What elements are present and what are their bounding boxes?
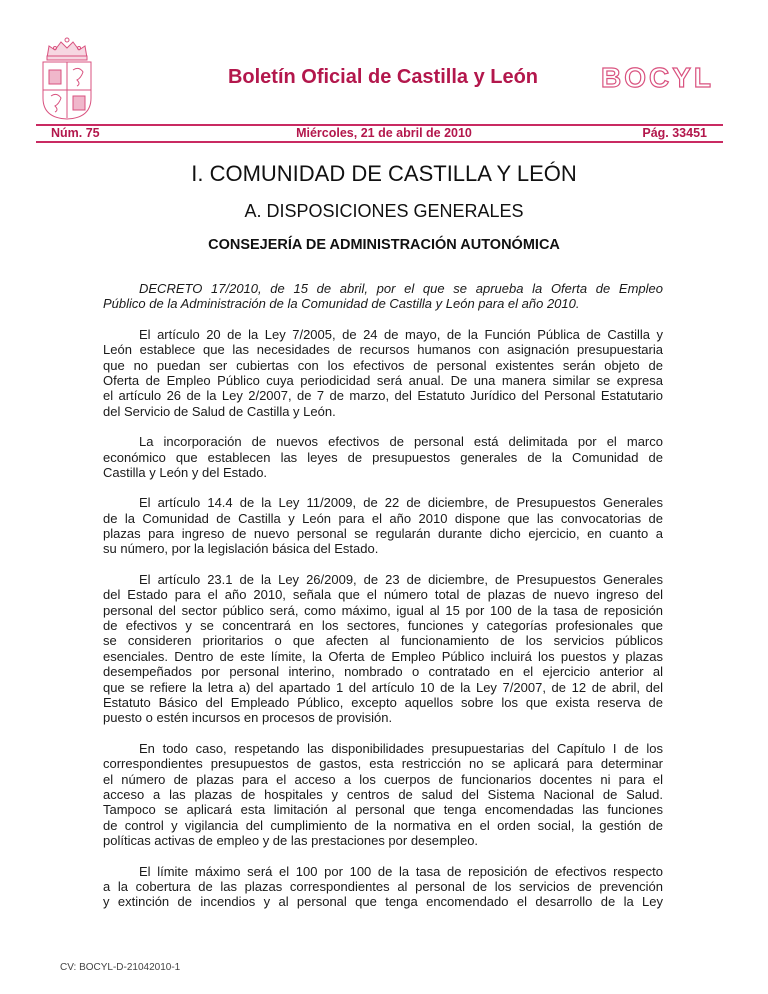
coat-of-arms-icon — [39, 36, 95, 120]
body-paragraph — [103, 572, 663, 726]
header-rule-bottom — [36, 141, 723, 143]
text-line: El artículo 20 de la Ley 7/2005, de 24 de mayo, de la Función Pública de Castilla y — [139, 326, 663, 342]
issue-number: Núm. 75 — [51, 126, 100, 140]
section-heading: I. COMUNIDAD DE CASTILLA Y LEÓN — [191, 161, 577, 186]
text-line: Oferta de Empleo Público cuya periodicidad será anual. De una manera similar se expresa — [103, 372, 663, 388]
text-line: personal del sector público será, como máximo, igual al 15 por 100 de la tasa de reposición — [103, 602, 663, 618]
text-line: puesto o estén incursos en procesos de provisión. — [103, 710, 393, 726]
text-line: del Servicio de Salud de Castilla y León. — [103, 403, 336, 419]
body-paragraph — [103, 741, 663, 849]
text-line: su número, por la legislación básica del Estado. — [103, 541, 379, 557]
text-line: esenciales. Dentro de este límite, la Oferta de Empleo Público incluirá los puestos y plazas — [103, 648, 663, 664]
text-line: El artículo 23.1 de la Ley 26/2009, de 23 de diciembre, de Presupuestos Generales — [139, 571, 663, 587]
text-line: económico que establecen las leyes de presupuestos generales de la Comunidad de — [103, 449, 663, 465]
text-line: acceso a las plazas de hospitales y centros de salud del Sistema Nacional de Salud. — [103, 786, 663, 802]
document-body — [103, 281, 663, 925]
text-line: Público de la Administración de la Comunidad de Castilla y León para el año 2010. — [103, 296, 580, 312]
text-line: DECRETO 17/2010, de 15 de abril, por el que se aprueba la Oferta de Empleo — [139, 281, 663, 296]
text-line: En todo caso, respetando las disponibilidades presupuestarias del Capítulo I de los — [139, 740, 663, 756]
page-number: Pág. 33451 — [642, 126, 707, 140]
text-line: que no puedan ser cubiertas con los efectivos de personal existentes serán objeto de — [103, 357, 663, 373]
decree-title — [103, 281, 663, 312]
subsection-heading: A. DISPOSICIONES GENERALES — [244, 201, 524, 221]
text-line: El límite máximo será el 100 por 100 de la tasa de reposición de efectivos respecto — [139, 863, 663, 879]
department-heading: CONSEJERÍA DE ADMINISTRACIÓN AUTONÓMICA — [208, 237, 560, 253]
body-paragraph — [103, 495, 663, 557]
body-paragraph — [103, 864, 663, 910]
bulletin-title: Boletín Oficial de Castilla y León — [227, 66, 539, 88]
body-paragraph — [103, 434, 663, 480]
body-paragraph — [103, 327, 663, 419]
text-line: La incorporación de nuevos efectivos de personal está delimitada por el marco — [139, 434, 663, 450]
text-line: el artículo 26 de la Ley 2/2007, de 7 de marzo, del Estatuto Jurídico del Personal Estatutario — [103, 388, 663, 404]
text-line: de efectivos y se concentrará en los sectores, funciones y categorías profesionales que — [103, 618, 663, 634]
text-line: políticas activas de empleo y de las prestaciones por desempleo. — [103, 833, 479, 849]
text-line: de control y vigilancia del cumplimiento de la normativa en el orden social, la gestión de — [103, 817, 663, 833]
text-line: desempeñados por personal interino, nombrado o contratado en el ejercicio anterior al — [103, 664, 663, 680]
text-line: y extinción de incendios y al personal que tenga encomendado el desarrollo de la Ley — [103, 894, 663, 910]
text-line: el número de plazas para el acceso a los cuerpos de funcionarios docentes ni para el — [103, 771, 663, 787]
text-line: Estatuto Básico del Empleado Público, excepto aquellos sobre los que exista reserva de — [103, 694, 663, 710]
issue-date: Miércoles, 21 de abril de 2010 — [296, 126, 472, 140]
text-line: se consideren prioritarios o que afecten al funcionamiento de los servicios públicos — [103, 633, 663, 649]
text-line: de la Comunidad de Castilla y León para el año 2010 dispone que las convocatorias de — [103, 510, 663, 526]
text-line: correspondientes presupuestos de gastos, esta restricción no se aplicará para determinar — [103, 756, 663, 772]
text-line: plazas para ingreso de nuevo personal se regularán durante dicho ejercicio, en cuanto a — [103, 526, 663, 542]
text-line: del Estado para el año 2010, señala que el número total de plazas de nuevo ingreso del — [103, 587, 663, 603]
text-line: que se refiere la letra a) del apartado 1 del artículo 10 de la Ley 7/2007, de 12 de abril, del — [103, 679, 663, 695]
cv-code: CV: BOCYL-D-21042010-1 — [60, 962, 181, 973]
text-line: Tampoco se aplicará esta limitación al personal que tenga encomendadas las funciones — [103, 802, 663, 818]
text-line: a la cobertura de las plazas correspondientes al personal de los servicios de prevención — [103, 878, 663, 894]
bocyl-logo: BOCYL — [601, 62, 714, 93]
text-line: Castilla y León y del Estado. — [103, 464, 268, 480]
text-line: El artículo 14.4 de la Ley 11/2009, de 22 de diciembre, de Presupuestos Generales — [139, 495, 663, 511]
text-line: León establece que las necesidades de recursos humanos con asignación presupuestaria — [103, 342, 663, 358]
